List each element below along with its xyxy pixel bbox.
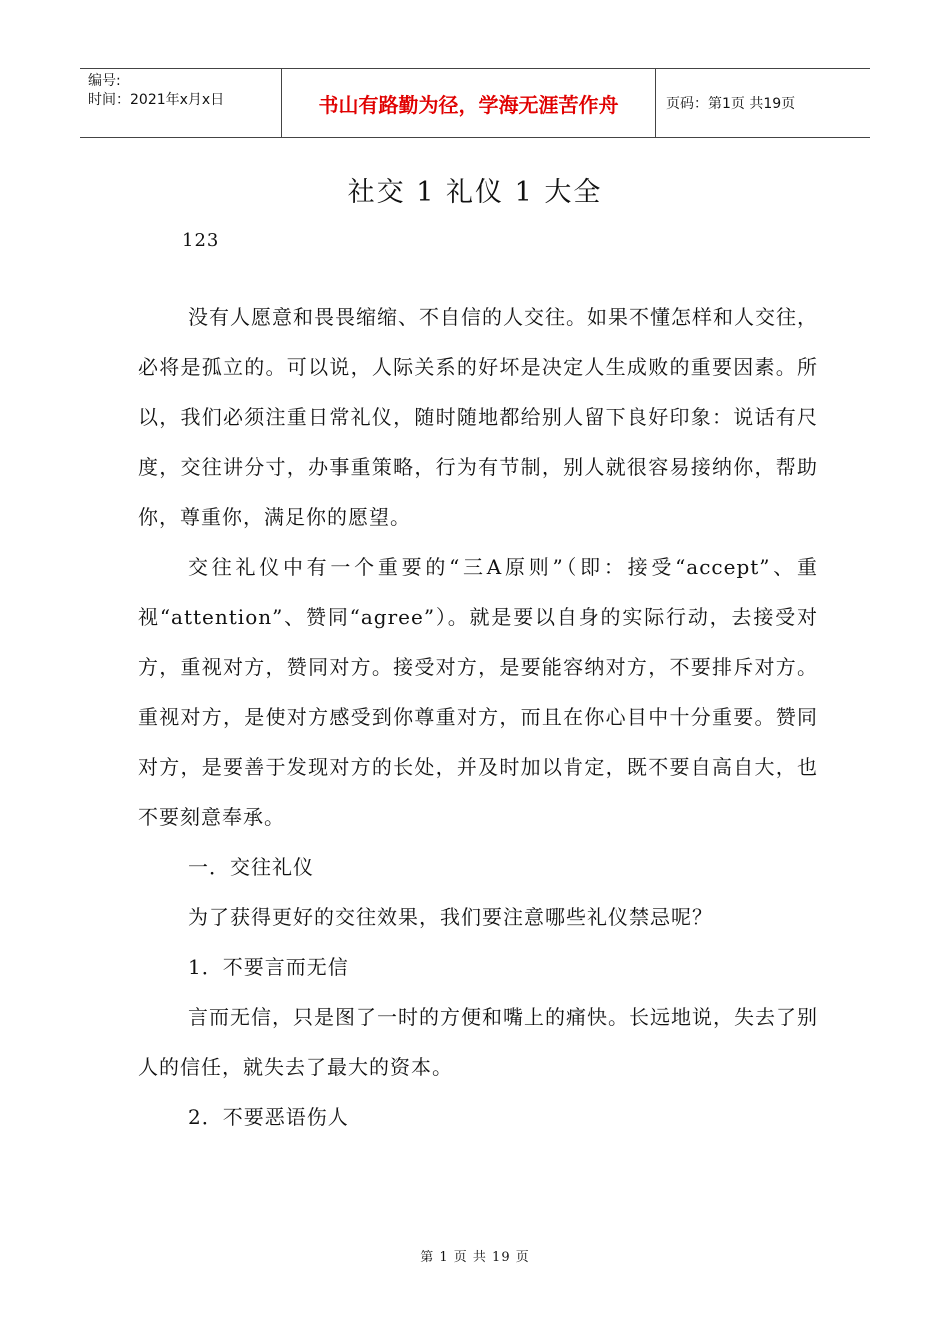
document-number-label: 编号: bbox=[88, 73, 121, 89]
header-motto: 书山有路勤为径，学海无涯苦作舟 bbox=[282, 69, 656, 137]
paragraph-taboos-question: 为了获得更好的交往效果，我们要注意哪些礼仪禁忌呢？ bbox=[188, 905, 713, 929]
document-body bbox=[138, 292, 818, 1142]
page-header bbox=[80, 68, 870, 138]
list-item-heading-1: 1．不要言而无信 bbox=[188, 955, 349, 979]
document-subtitle: 123 bbox=[182, 230, 220, 251]
list-item-heading-2: 2．不要恶语伤人 bbox=[188, 1105, 349, 1129]
document-time-label: 时间：2021年x月x日 bbox=[88, 92, 225, 108]
document-title: 社交 1 礼仪 1 大全 bbox=[347, 177, 603, 208]
page-footer: 第 1 页 共 19 页 bbox=[420, 1250, 530, 1265]
paragraph-intro: 没有人愿意和畏畏缩缩、不自信的人交往。如果不懂怎样和人交往，必将是孤立的。可以说，人际关系的好坏是决定人生成败的重要因素。所以，我们必须注重日常礼仪，随时随地都给别人留下良好印象：说话有尺度，交往讲分寸，办事重策略，行为有节制，别人就很容易接纳你，帮助你，尊重你，满足你的愿望。 bbox=[138, 305, 818, 529]
paragraph-item-1: 言而无信，只是图了一时的方便和嘴上的痛快。长远地说，失去了别人的信任，就失去了最大的资本。 bbox=[138, 1005, 818, 1079]
header-meta-cell bbox=[80, 69, 282, 137]
section-heading-social-etiquette: 一．交往礼仪 bbox=[188, 855, 314, 879]
paragraph-three-a-principle: 交往礼仪中有一个重要的“三A原则”（即：接受“accept”、重视“attention”、赞同“agree”）。就是要以自身的实际行动，去接受对方，重视对方，赞同对方。接受对方，是要能容纳对方，不要排斥对方。重视对方，是使对方感受到你尊重对方，而且在你心目中十分重要。赞同对方，是要善于发现对方的长处，并及时加以肯定，既不要自高自大，也不要刻意奉承。 bbox=[138, 555, 818, 829]
header-page-info: 页码：第1页 共19页 bbox=[666, 96, 796, 112]
